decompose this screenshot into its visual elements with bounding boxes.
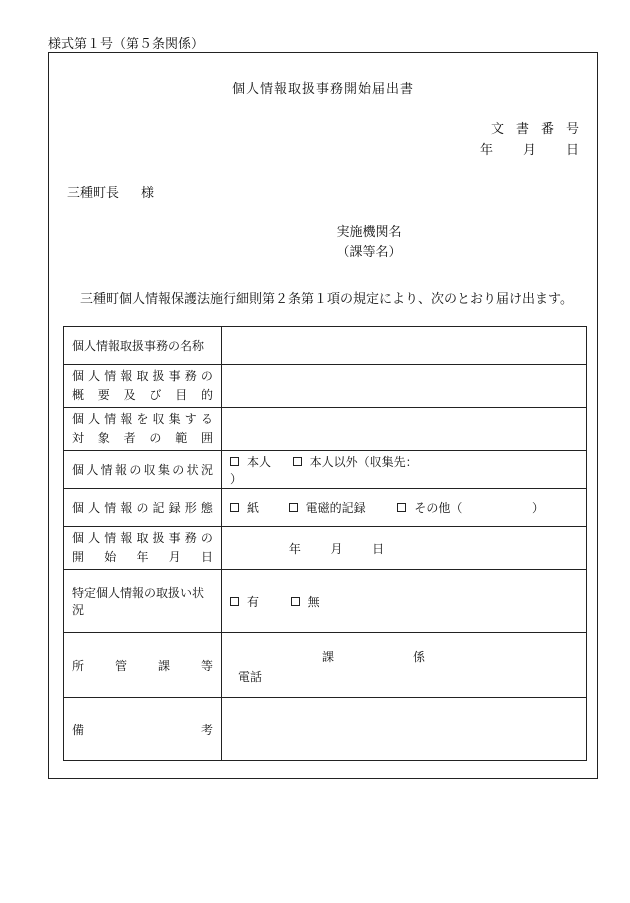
statement: 三種町個人情報保護法施行細則第２条第１項の規定により、次のとおり届け出ます。 bbox=[80, 292, 573, 307]
label-start bbox=[64, 527, 222, 570]
checkbox-icon bbox=[230, 457, 239, 466]
addressee: 三種町長 様 bbox=[67, 186, 155, 201]
label-specific: 特定個人情報の取扱い状況 bbox=[64, 570, 222, 633]
label-dept bbox=[64, 633, 222, 698]
table-row bbox=[64, 633, 587, 698]
label-remarks bbox=[64, 698, 222, 761]
field-purpose[interactable] bbox=[222, 365, 587, 408]
table-row bbox=[64, 570, 587, 633]
checkbox-no[interactable]: 無 bbox=[291, 593, 320, 610]
table-row bbox=[64, 698, 587, 761]
document-number-block bbox=[450, 119, 579, 161]
registration-table bbox=[63, 326, 587, 761]
field-collection: 本人 本人以外（収集先： ） bbox=[222, 451, 587, 489]
label-purpose bbox=[64, 365, 222, 408]
field-scope[interactable] bbox=[222, 408, 587, 451]
checkbox-electronic[interactable]: 電磁的記録 bbox=[289, 499, 366, 516]
field-remarks[interactable] bbox=[222, 698, 587, 761]
table-row bbox=[64, 365, 587, 408]
checkbox-icon bbox=[289, 503, 298, 512]
agency-name: 実施機関名 （課等名） bbox=[336, 225, 402, 260]
checkbox-icon bbox=[291, 597, 300, 606]
form-title: 個人情報取扱事務開始届出書 bbox=[231, 82, 414, 97]
label-text: 個 人 情 報 を 収 集 す る bbox=[72, 412, 213, 426]
field-name[interactable] bbox=[222, 327, 587, 365]
checkbox-icon bbox=[230, 597, 239, 606]
label-text: 所 管 課 等 bbox=[72, 658, 213, 673]
checkbox-icon bbox=[230, 503, 239, 512]
checkbox-paper[interactable]: 紙 bbox=[230, 499, 259, 516]
form-id: 様式第１号（第５条関係） bbox=[48, 37, 205, 52]
document-number: 文 書 番 号 bbox=[490, 122, 579, 137]
table-row bbox=[64, 451, 587, 489]
checkbox-other-than-self[interactable]: 本人以外（収集先： bbox=[293, 453, 418, 470]
table-row bbox=[64, 527, 587, 570]
table-row bbox=[64, 489, 587, 527]
label-text: 対 象 者 の 範 囲 bbox=[72, 431, 213, 445]
document-date: 年 月 日 bbox=[479, 143, 579, 158]
field-dept[interactable]: 課 係 電話 bbox=[222, 633, 587, 698]
field-start-date[interactable]: 年 月 日 bbox=[222, 527, 587, 570]
label-scope bbox=[64, 408, 222, 451]
table-row bbox=[64, 408, 587, 451]
table-row bbox=[64, 327, 587, 365]
field-specific bbox=[222, 570, 587, 633]
label-name: 個人情報取扱事務の名称 bbox=[64, 327, 222, 365]
label-text: 概 要 及 び 目 的 bbox=[72, 388, 213, 402]
checkbox-icon bbox=[293, 457, 302, 466]
label-record bbox=[64, 489, 222, 527]
label-text: 個 人 情 報 の 収 集 の 状 況 bbox=[72, 463, 213, 477]
field-record: 紙 電磁的記録 その他（ ） bbox=[222, 489, 587, 527]
label-text: 開 始 年 月 日 bbox=[72, 550, 213, 564]
label-collection bbox=[64, 451, 222, 489]
label-text: 個 人 情 報 の 記 録 形 態 bbox=[72, 501, 213, 515]
form-frame bbox=[48, 52, 598, 779]
label-text: 備 考 bbox=[72, 722, 213, 737]
checkbox-yes[interactable]: 有 bbox=[230, 593, 259, 610]
checkbox-self[interactable]: 本人 bbox=[230, 453, 271, 470]
label-text: 個 人 情 報 取 扱 事 務 の bbox=[72, 531, 213, 545]
checkbox-icon bbox=[397, 503, 406, 512]
checkbox-other[interactable]: その他（ bbox=[397, 499, 462, 516]
label-text: 個 人 情 報 取 扱 事 務 の bbox=[72, 369, 213, 383]
